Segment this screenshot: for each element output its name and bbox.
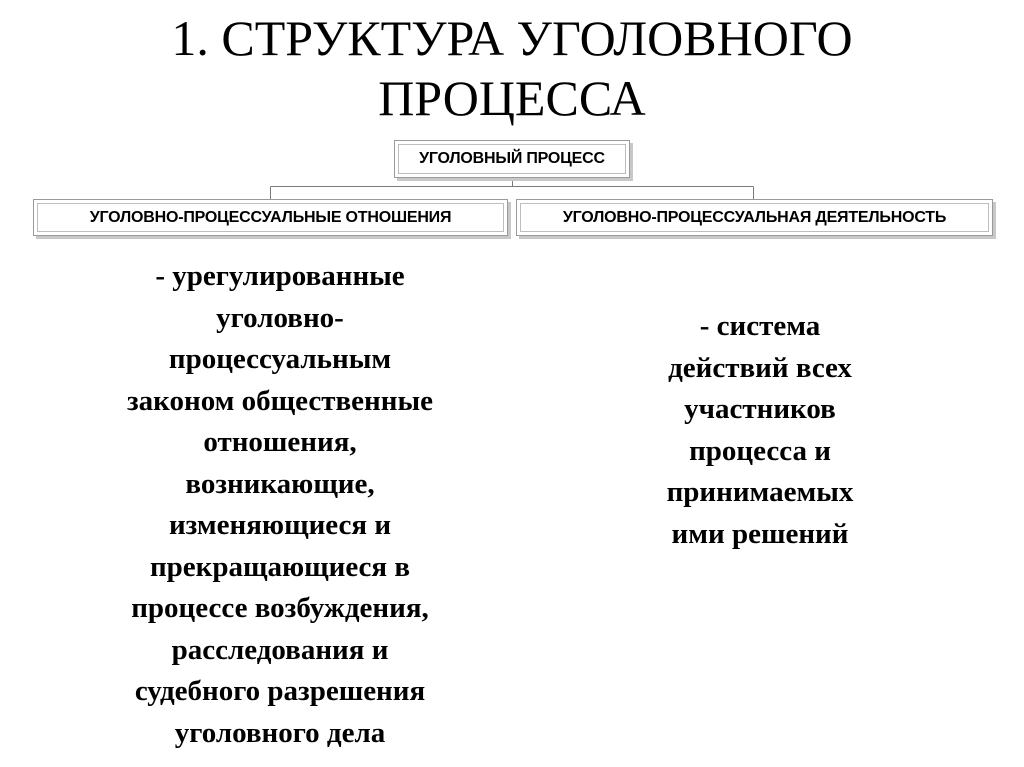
description-line: законом общественные: [127, 384, 433, 417]
left-branch-description: [80, 256, 480, 754]
left-branch-label: УГОЛОВНО-ПРОЦЕССУАЛЬНЫЕ ОТНОШЕНИЯ: [37, 203, 504, 232]
description-line: возникающие,: [185, 467, 375, 500]
description-line: принимаемых: [666, 476, 854, 508]
left-branch-box: [33, 199, 508, 236]
description-line: - система: [699, 310, 821, 342]
slide-title-line-1: 1. СТРУКТУРА УГОЛОВНОГО: [171, 10, 853, 66]
description-line: расследования и: [171, 633, 389, 666]
description-line: ими решений: [671, 517, 849, 550]
root-node-box: [394, 140, 630, 178]
description-line: судебного разрешения: [134, 675, 426, 707]
description-line: процесса и: [689, 434, 831, 467]
description-line: прекращающиеся в: [149, 550, 411, 583]
slide-title-line-2: ПРОЦЕССА: [378, 70, 646, 126]
description-line: уголовно-: [216, 301, 344, 334]
description-line: процессуальным: [168, 343, 392, 375]
description-line: изменяющиеся и: [168, 509, 392, 541]
description-line: действий всех: [668, 351, 852, 384]
right-branch-box: [516, 199, 993, 236]
description-line: процессе возбуждения,: [131, 592, 429, 624]
description-line: - урегулированные: [155, 260, 405, 292]
right-branch-description: [600, 306, 920, 555]
description-line: участников: [684, 393, 836, 425]
description-line: отношения,: [203, 426, 357, 458]
description-line: уголовного дела: [174, 716, 386, 749]
right-branch-label: УГОЛОВНО-ПРОЦЕССУАЛЬНАЯ ДЕЯТЕЛЬНОСТЬ: [520, 203, 989, 232]
root-node-label: УГОЛОВНЫЙ ПРОЦЕСС: [398, 144, 626, 174]
